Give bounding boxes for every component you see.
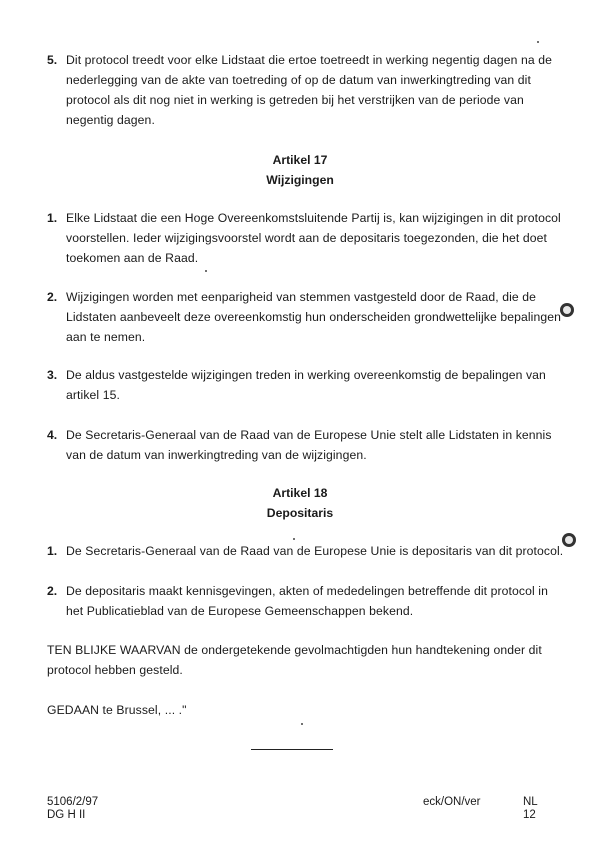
paragraph-line: De Secretaris-Generaal van de Raad van de Europese Unie is depositaris van dit protocol.: [66, 544, 564, 558]
footer-reference: eck/ON/ver: [423, 796, 481, 808]
done-line: GEDAAN te Brussel, ... .": [47, 703, 187, 717]
article-18-subtitle: Depositaris: [266, 506, 334, 520]
scan-speck: [293, 538, 295, 540]
scan-speck: [537, 41, 539, 43]
paragraph-line: Wijzigingen worden met eenparigheid van stemmen vastgesteld door de Raad, die de: [66, 290, 537, 304]
paragraph-line: Dit protocol treedt voor elke Lidstaat die ertoe toetreedt in werking negentig dagen na de: [66, 53, 552, 67]
item-number: 5.: [47, 53, 58, 67]
item-number: 2.: [47, 584, 58, 598]
footer-dg: DG H II: [47, 809, 86, 821]
paragraph-line: toekomen aan de Raad.: [66, 251, 199, 265]
paragraph-line: De depositaris maakt kennisgevingen, akten of mededelingen betreffende dit protocol in: [66, 584, 548, 598]
paragraph-line: De Secretaris-Generaal van de Raad van de Europese Unie stelt alle Lidstaten in kennis: [66, 428, 552, 442]
scan-speck: [301, 723, 303, 725]
item-number: 2.: [47, 290, 58, 304]
paragraph-line: aan te nemen.: [66, 330, 146, 344]
paragraph-line: De aldus vastgestelde wijzigingen treden in werking overeenkomstig de bepalingen van: [66, 368, 546, 382]
closing-line: protocol hebben gesteld.: [47, 663, 183, 677]
paragraph-line: negentig dagen.: [66, 113, 155, 127]
footer-doc-number: 5106/2/97: [47, 796, 99, 808]
article-18-title: Artikel 18: [272, 486, 328, 500]
footer-language: NL: [523, 796, 538, 808]
footer-page-number: 12: [523, 809, 536, 821]
article-17-title: Artikel 17: [272, 153, 328, 167]
item-number: 3.: [47, 368, 58, 382]
item-number: 1.: [47, 211, 58, 225]
signature-rule: [251, 749, 333, 750]
paragraph-line: voorstellen. Ieder wijzigingsvoorstel wordt aan de depositaris toegezonden, die het doet: [66, 231, 548, 245]
paragraph-line: van de datum van inwerkingtreding van de wijzigingen.: [66, 448, 367, 462]
paragraph-line: Lidstaten aanbeveelt deze overeenkomstig hun onderscheiden grondwettelijke bepalingen: [66, 310, 561, 324]
paragraph-line: protocol als dit nog niet in werking is getreden bij het verstrijken van de periode van: [66, 93, 524, 107]
paragraph-line: Elke Lidstaat die een Hoge Overeenkomstsluitende Partij is, kan wijzigingen in dit protocol: [66, 211, 561, 225]
margin-punch-mark: [562, 533, 576, 547]
article-17-subtitle: Wijzigingen: [266, 173, 334, 187]
paragraph-line: het Publicatieblad van de Europese Gemeenschappen bekend.: [66, 604, 414, 618]
paragraph-line: nederlegging van de akte van toetreding of op de datum van inwerkingtreding van dit: [66, 73, 531, 87]
margin-punch-mark: [560, 303, 574, 317]
paragraph-line: artikel 15.: [66, 388, 120, 402]
closing-line: TEN BLIJKE WAARVAN de ondergetekende gevolmachtigden hun handtekening onder dit: [47, 643, 542, 657]
scan-speck: [205, 270, 207, 272]
item-number: 4.: [47, 428, 58, 442]
item-number: 1.: [47, 544, 58, 558]
